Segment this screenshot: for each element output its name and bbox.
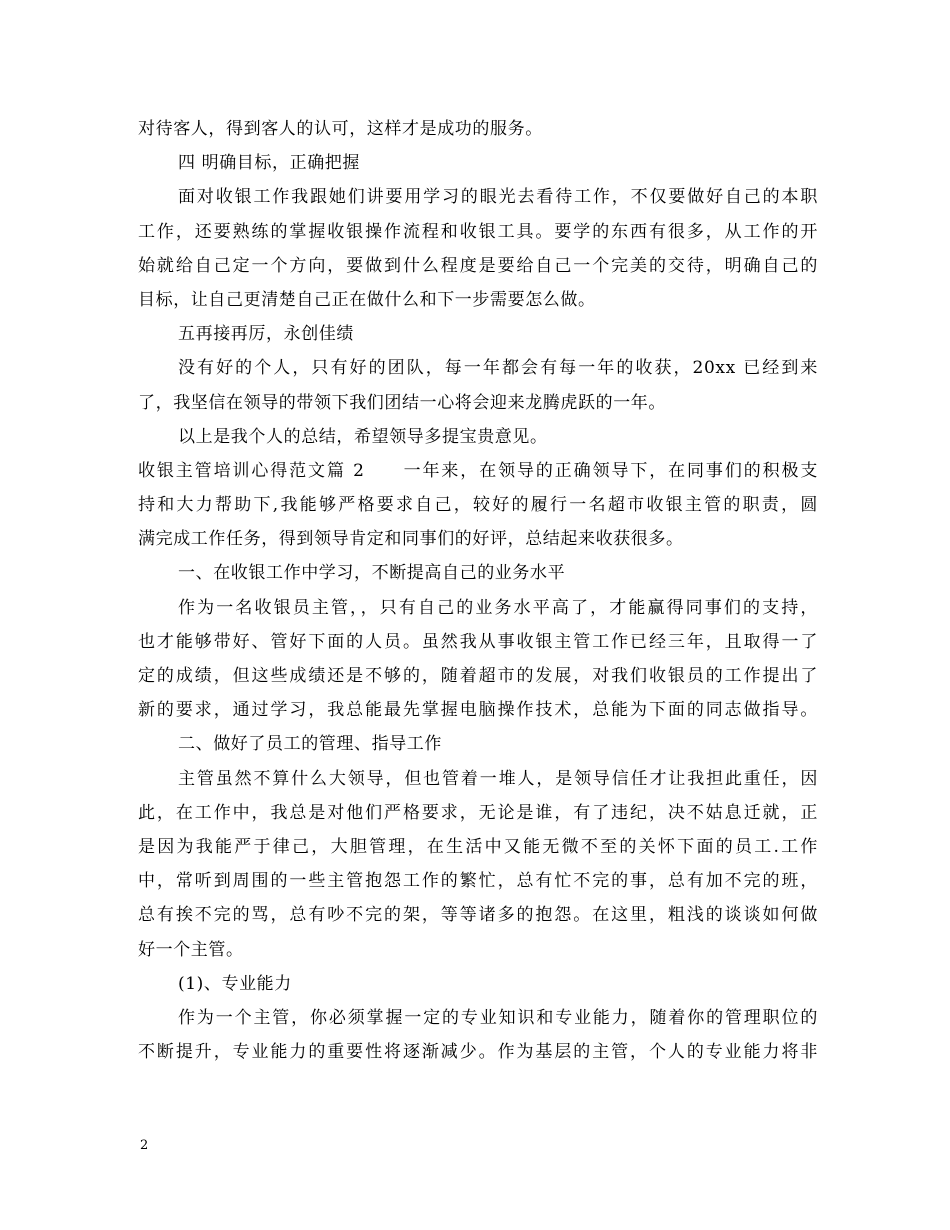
text-line: 主管虽然不算什么大领导，但也管着一堆人，是领导信任才让我担此重任，因: [178, 768, 818, 789]
page-number: 2: [140, 1138, 149, 1153]
text-line: 面对收银工作我跟她们讲要用学习的眼光去看待工作，不仅要做好自己的本职: [178, 187, 818, 208]
text-line: 了，我坚信在领导的带领下我们团结一心将会迎来龙腾虎跃的一年。: [138, 392, 666, 413]
text-line: 作为一名收银员主管，，只有自己的业务水平高了，才能赢得同事们的支持，: [178, 597, 818, 618]
text-line: 不断提升，专业能力的重要性将逐渐减少。作为基层的主管，个人的专业能力将非: [138, 1042, 818, 1063]
text-line: 二、做好了员工的管理、指导工作: [178, 734, 442, 755]
text-line: 以上是我个人的总结，希望领导多提宝贵意见。: [178, 426, 548, 447]
body-text: [138, 112, 818, 1069]
text-line: 新的要求，通过学习，我总能最先掌握电脑操作技术，总能为下面的同志做指导。: [138, 700, 818, 721]
text-line: 一、在收银工作中学习，不断提高自己的业务水平: [178, 563, 566, 584]
text-line: 持和大力帮助下,我能够严格要求自己，较好的履行一名超市收银主管的职责，圆: [138, 495, 818, 516]
text-line: 此，在工作中，我总是对他们严格要求，无论是谁，有了违纪，决不姑息迁就，正: [138, 802, 818, 823]
text-line: 没有好的个人，只有好的团队，每一年都会有每一年的收获，20xx 已经到来: [178, 358, 818, 379]
text-line: 定的成绩，但这些成绩还是不够的，随着超市的发展，对我们收银员的工作提出了: [138, 666, 818, 686]
text-line: 是因为我能严于律己，大胆管理，在生活中又能无微不至的关怀下面的员工.工作: [138, 836, 818, 857]
text-line: (1)、专业能力: [178, 973, 292, 994]
text-line: 满完成工作任务，得到领导肯定和同事们的好评，总结起来收获很多。: [138, 529, 684, 550]
text-line: 四 明确目标，正确把握: [178, 153, 361, 174]
text-line: 收银主管培训心得范文篇 2 一年来，在领导的正确领导下，在同事们的积极支: [138, 460, 818, 481]
text-line: 始就给自己定一个方向，要做到什么程度是要给自己一个完美的交待，明确自己的: [138, 255, 818, 276]
text-line: 目标，让自己更清楚自己正在做什么和下一步需要怎么做。: [138, 289, 596, 310]
text-line: 总有挨不完的骂，总有吵不完的架，等等诸多的抱怨。在这里，粗浅的谈谈如何做: [138, 905, 818, 926]
text-line: 好一个主管。: [138, 939, 244, 960]
text-line: 工作，还要熟练的掌握收银操作流程和收银工具。要学的东西有很多，从工作的开: [138, 221, 818, 242]
text-line: 五再接再厉，永创佳绩: [178, 324, 354, 345]
text-line: 作为一个主管，你必须掌握一定的专业知识和专业能力，随着你的管理职位的: [178, 1007, 818, 1028]
text-line: 也才能够带好、管好下面的人员。虽然我从事收银主管工作已经三年，且取得一了: [138, 631, 818, 652]
text-line: 中，常听到周围的一些主管抱怨工作的繁忙，总有忙不完的事，总有加不完的班，: [138, 871, 818, 892]
text-line: 对待客人，得到客人的认可，这样才是成功的服务。: [138, 119, 543, 139]
